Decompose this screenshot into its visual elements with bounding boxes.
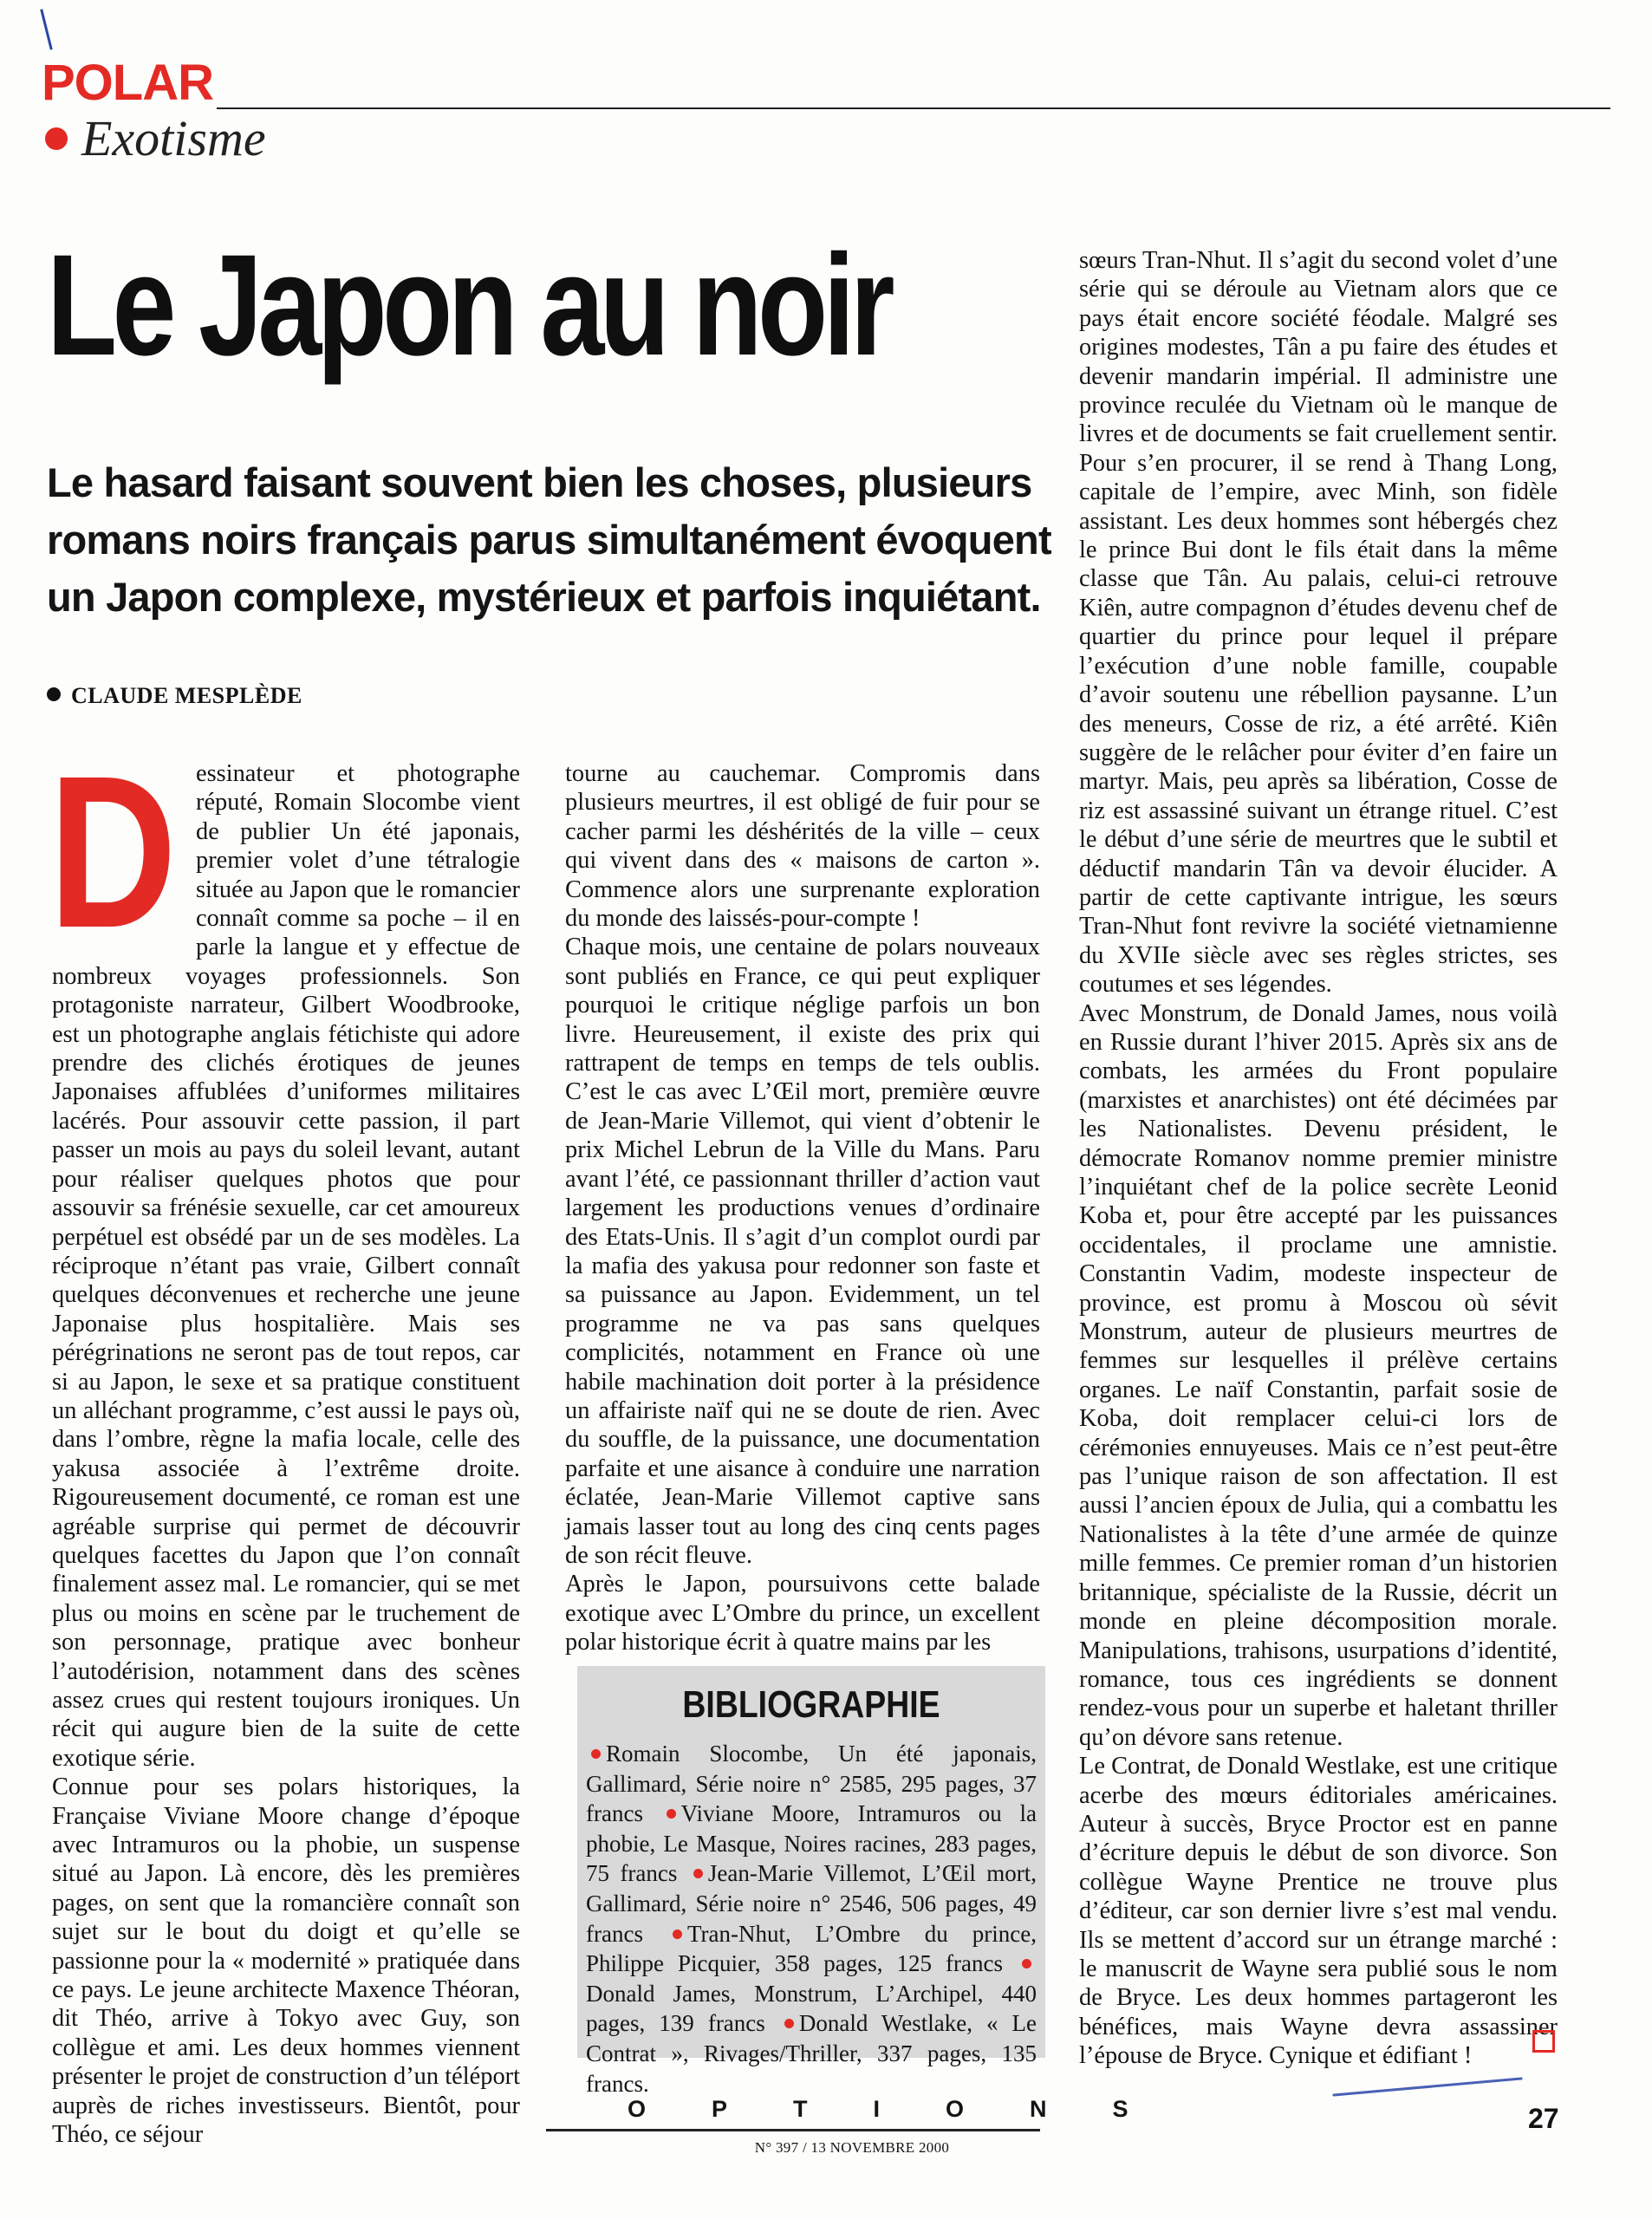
paragraph: essinateur et photographe réputé, Romain Slocombe vient de publier Un été japonais, premier volet d’une tétralogie située au Japon que le romancier connaît comme sa poche – il en parle la langue et y effectue de nombreux voyages professionnels. Son protagoniste narrateur, Gilbert Woodbrooke, est un photographe anglais fétichiste qui adore prendre des clichés érotiques de jeunes Japonaises affublées d’uniformes militaires lacérés. Pour assouvir cette passion, il part passer un mois au pays du soleil levant, autant pour réaliser quelques photos que pour assouvir sa frénésie sexuelle, car cet amoureux perpétuel est obsédé par un de ses modèles. La réciproque n’étant pas vraie, Gilbert connaît quelques déconvenues et recherche une jeune Japonaise plus hospitalière. Mais ses pérégrinations ne seront pas de tout repos, car si au Japon, le sexe et sa pratique constituent un alléchant programme, c’est aussi le pays où, dans l’ombre, règne la mafia locale, celle des yakusa associée à l’extrême droite. Rigoureusement documenté, ce roman est une agréable surprise qui permet de découvrir quelques facettes du Japon que l’on connaît finalement assez mal. Le romancier, qui se met plus ou moins en scène par le truchement de son personnage, pratique avec bonheur l’autodérision, notamment dans des scènes assez crues qui restent toujours ironiques. Un récit qui augure bien de la suite de cette exotique série. [52,760,520,1772]
paragraph: Après le Japon, poursuivons cette balade exotique avec L’Ombre du prince, un excellent polar historique écrit à quatre mains par les [565,1571,1040,1656]
red-bullet-icon [673,1929,682,1939]
paragraph: Connue pour ses polars historiques, la Française Viviane Moore change d’époque avec Intramuros ou la phobie, un suspense situé au Japon. Là encore, dès les premières pages, on sent que la romancière connaît son sujet sur le bout du doigt et qu’elle se passionne pour la « modernité » pratiquée dans ce pays. Le jeune architecte Maxence Théoran, dit Théo, arrive à Tokyo avec Guy, son collègue et ami. Les deux hommes viennent présenter le projet de construction d’un téléport auprès de riches investisseurs. Bientôt, pour Théo, ce séjour [52,1773,520,2149]
section-rubric: POLAR [42,55,213,111]
black-bullet-icon [47,687,61,701]
header-rule [217,107,1610,109]
paragraph: Avec Monstrum, de Donald James, nous voilà en Russie durant l’hiver 2015. Après six ans de combats, les armées du Front populaire (marxistes et anarchistes) ont été décimées par les Nationalistes. Devenu président, le démocrate Romanov nomme premier ministre l’inquiétant chef de la police secrète Leonid Koba et, pour être accepté par les puissances occidentales, il proclame une amnistie. Constantin Vadim, modeste inspecteur de province, est promu à Moscou où sévit Monstrum, auteur de plusieurs meurtres de femmes sur lesquelles il prélève certains organes. Le naïf Constantin, parfait sosie de Koba, doit remplacer celui-ci lors de cérémonies ennuyeuses. Mais ce n’est peut-être pas l’unique raison de son affectation. Il est aussi l’ancien époux de Julia, qui a combattu les Nationalistes à la tête d’une armée de quinze mille femmes. Ce premier roman d’un historien britannique, spécialiste de la Russie, décrit un monde en pleine décomposition morale. Manipulations, trahisons, usurpations d’identité, romance, tous ces ingrédients se donnent rendez-vous pour un superbe et haletant thriller qu’on dévore sans retenue. [1079,999,1558,1751]
article-column-2 [565,759,1040,1657]
bibliography-entry: Tran-Nhut, L’Ombre du prince, Philippe Picquier, 358 pages, 125 francs [586,1920,1037,1977]
article-column-3 [1079,246,1558,2071]
paragraph: tourne au cauchemar. Compromis dans plusieurs meurtres, il est obligé de fuir pour se cacher parmi les déshérités de la ville – ceux qui vivent dans des « maisons de carton ». Commence alors une surprenante exploration du monde des laissés-pour-compte ! [565,760,1040,933]
red-bullet-icon [784,2019,794,2028]
sub-rubric-label: Exotisme [81,110,266,166]
article-headline: Le Japon au noir [47,225,890,386]
red-bullet-icon [667,1809,676,1819]
issue-info: N° 397 / 13 NOVEMBRE 2000 [754,2139,950,2156]
bibliography-entry: Donald James, Monstrum, L’Archipel, 440 pages, 139 francs [586,1980,1037,2037]
pen-stroke-mark [40,9,53,49]
paragraph: Le Contrat, de Donald Westlake, est une critique acerbe des mœurs éditoriales américaines. Auteur à succès, Bryce Proctor est en panne d’écriture depuis le début de son divorce. Son collègue Wayne Prentice ne trouve plus d’éditeur, car son dernier livre s’est mal vendu. Ils se mettent d’accord sur un étrange marché : le manuscrit de Wayne sera publié sous le nom de Bryce. Les deux hommes partageront les bénéfices, mais Wayne devra assassiner l’épouse de Bryce. Cynique et édifiant ! [1079,1753,1558,2070]
magazine-name: OPTIONS [628,2096,1194,2122]
paragraph: Chaque mois, une centaine de polars nouveaux sont publiés en France, ce qui peut expliquer pourquoi le critique néglige parfois un bon livre. Heureusement, il existe des prix qui rattrapent de temps en temps de tels oublis. C’est le cas avec L’Œil mort, première œuvre de Jean-Marie Villemot, qui vient d’obtenir le prix Michel Lebrun de la Ville du Mans. Paru avant l’été, ce passionnant thriller d’action vaut largement les productions venues d’ordinaire des Etats-Unis. Il s’agit d’un complot ourdi par la mafia des yakusa pour redonner son faste et sa puissance au Japon. Evidemment, un tel programme ne va pas sans quelques complicités, notamment en France où une habile machination doit porter à la présidence un affairiste naïf qui ne se doute de rien. Avec du souffle, de la puissance, une documentation parfaite et une aisance à conduire une narration éclatée, Jean-Marie Villemot captive sans jamais lasser tout au long des cinq cents pages de son récit fleuve. [565,934,1040,1569]
bibliography-entry: Viviane Moore, Intramuros ou la phobie, Le Masque, Noires racines, 283 pages, 75 francs [586,1800,1037,1887]
byline [47,683,302,709]
article-standfirst: Le hasard faisant souvent bien les choses, plusieurs romans noirs français parus simultanément évoquent un Japon complexe, mystérieux et parfois inquiétant. [47,459,1051,620]
article-column-1 [49,731,520,2150]
end-of-article-icon [1532,2030,1555,2053]
paragraph: sœurs Tran-Nhut. Il s’agit du second volet d’une série qui se déroule au Vietnam alors que ce pays était encore société féodale. Malgré ses origines modestes, Tân a pu faire des études et devenir mandarin impérial. Il administre une province reculée du Vietnam où le manque de livres et de documents se fait cruellement sentir. Pour s’en procurer, il se rend à Thang Long, capitale de l’empire, avec Minh, son fidèle assistant. Les deux hommes sont hébergés chez le prince Bui dont le fils était dans la même classe que Tân. Au palais, celui-ci retrouve Kiên, autre compagnon d’études devenu chef de quartier du prince pour lequel il prépare l’exécution d’une noble famille, coupable d’avoir soutenu une rébellion paysanne. L’un des meneurs, Cosse de riz, a été arrêté. Kiên suggère de le relâcher pour éviter d’en faire un martyr. Mais, peu après sa libération, Cosse de riz est assassiné suivant un étrange rituel. C’est le début d’une série de meurtres que le subtil et déductif mandarin Tân va devoir élucider. A partir de cette captivante intrigue, les sœurs Tran-Nhut font revivre la société vietnamienne du XVIIe siècle avec ses règles strictes, ses coutumes et ses légendes. [1079,247,1558,999]
red-bullet-icon [693,1869,703,1878]
bibliography-entry: Donald Westlake, « Le Contrat », Rivages/Thriller, 337 pages, 135 francs. [586,2010,1037,2097]
red-bullet-icon [591,1749,601,1759]
red-bullet-icon [45,127,68,150]
bibliography-list [586,1739,1037,2099]
bibliography-entry: Romain Slocombe, Un été japonais, Gallimard, Série noire n° 2585, 295 pages, 37 francs [586,1741,1037,1827]
author-name: CLAUDE MESPLÈDE [71,683,302,708]
pen-stroke-mark [1332,2077,1522,2096]
page-number: 27 [1528,2103,1559,2134]
bibliography-title: BIBLIOGRAPHIE [682,1683,940,1726]
footer-rule [546,2129,1040,2131]
bibliography-box [577,1666,1045,2097]
bibliography-entry: Jean-Marie Villemot, L’Œil mort, Gallimard, Série noire n° 2546, 506 pages, 49 francs [586,1860,1037,1947]
drop-cap: D [49,731,178,973]
red-bullet-icon [1022,1959,1031,1968]
sub-rubric [45,109,266,167]
